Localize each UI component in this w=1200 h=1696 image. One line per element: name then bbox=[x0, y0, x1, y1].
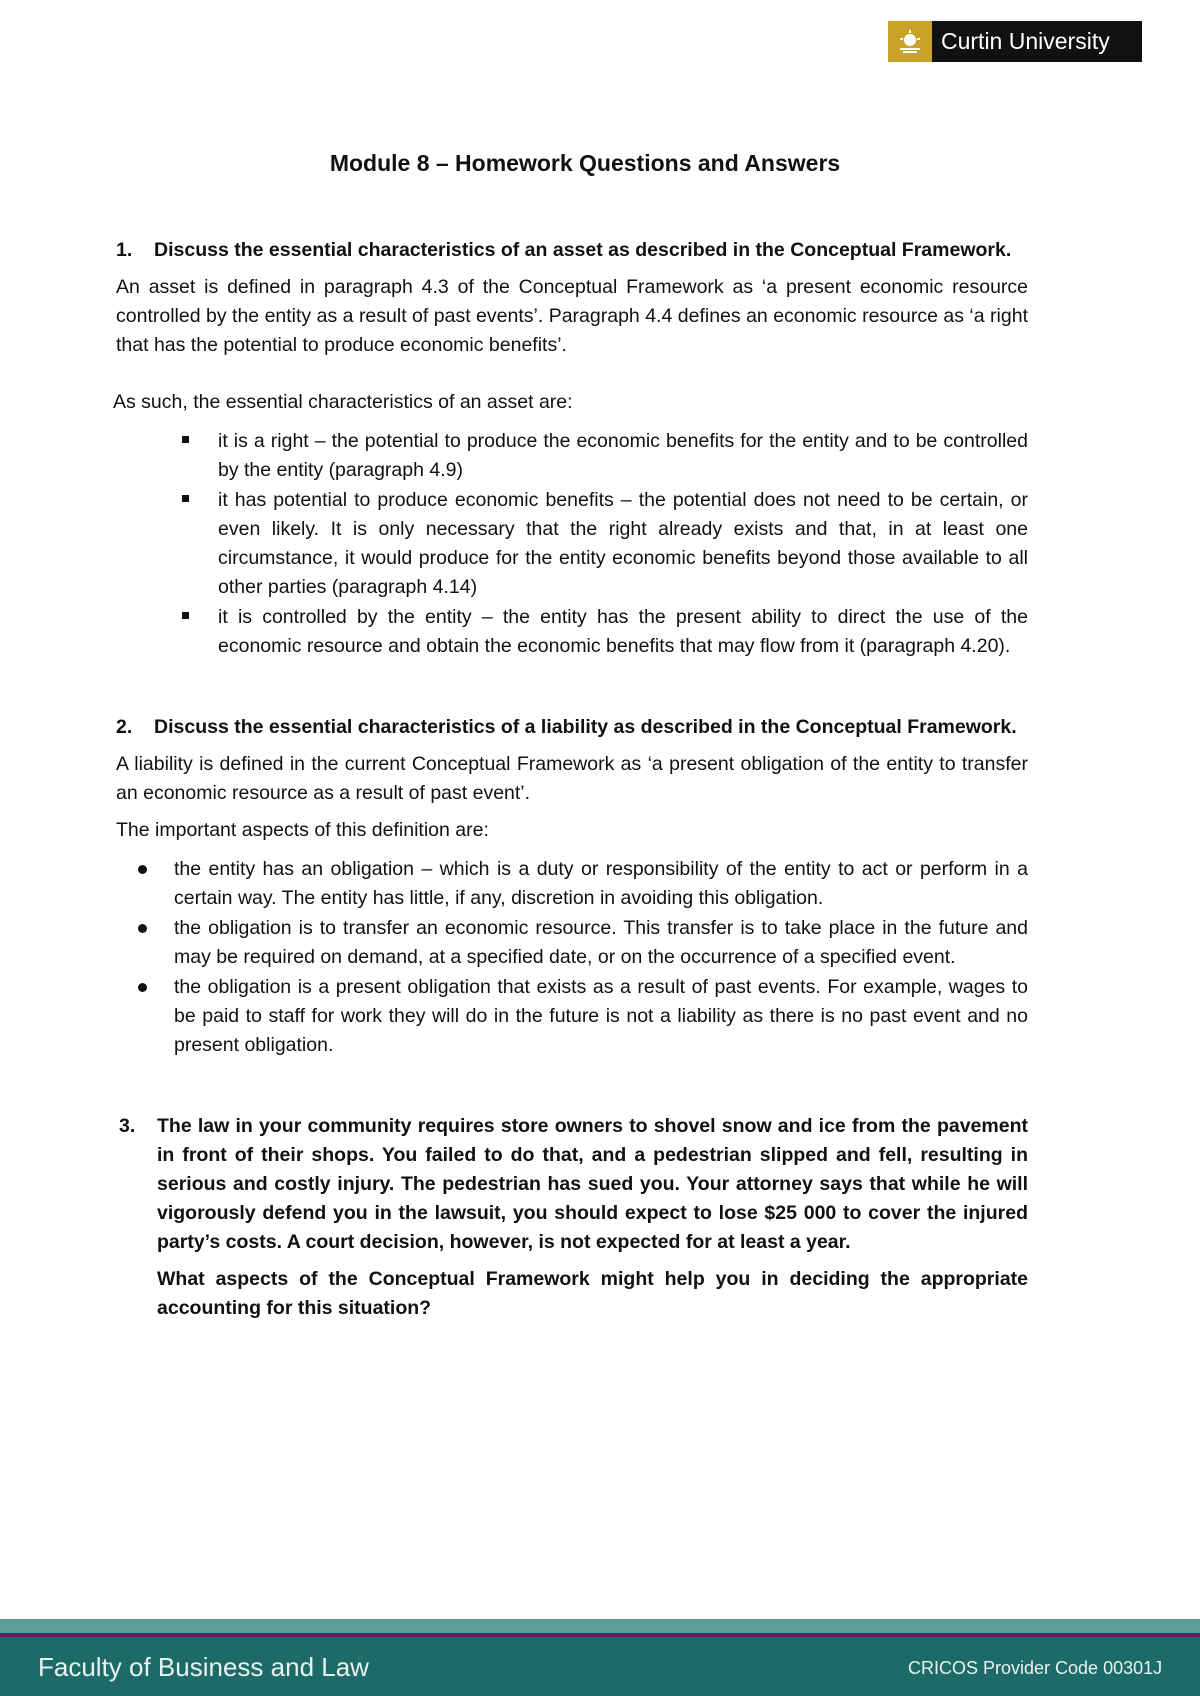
list-item: it has potential to produce economic benefits – the potential does not need to be certain, or even likely. It is only necessary that the right already exists and that, in at least one circumstance, it would produce for the entity economic benefits beyond those available to all other parties (paragraph 4.14) bbox=[116, 486, 1028, 602]
page-footer bbox=[0, 1619, 1200, 1696]
question-text: Discuss the essential characteristics of a liability as described in the Conceptual Framework. bbox=[154, 716, 1017, 738]
answer-paragraph: A liability is defined in the current Conceptual Framework as ‘a present obligation of the entity to transfer an economic resource as a result of past event’. bbox=[116, 753, 1028, 804]
question-2 bbox=[116, 713, 1028, 742]
list-item: the obligation is a present obligation that exists as a result of past events. For example, wages to be paid to staff for work they will do in the future is not a liability as there is no past event and no present obligation. bbox=[116, 973, 1028, 1060]
footer-band-top bbox=[0, 1619, 1200, 1633]
round-bullet-icon bbox=[138, 983, 147, 992]
list-item: it is controlled by the entity – the entity has the present ability to direct the use of the economic resource and obtain the economic benefits that may flow from it (paragraph 4.20). bbox=[116, 603, 1028, 661]
university-crest-icon bbox=[888, 21, 932, 62]
cricos-code: CRICOS Provider Code 00301J bbox=[908, 1658, 1163, 1678]
document-body bbox=[113, 236, 1028, 1323]
answer-intro: As such, the essential characteristics of an asset are: bbox=[113, 391, 573, 413]
list-item: the obligation is to transfer an economic resource. This transfer is to take place in the future and may be required on demand, at a specified date, or on the occurrence of a specified event. bbox=[116, 914, 1028, 972]
list-item: the entity has an obligation – which is a duty or responsibility of the entity to act or perform in a certain way. The entity has little, if any, discretion in avoiding this obligation. bbox=[116, 855, 1028, 913]
footer-accent-line bbox=[0, 1633, 1200, 1637]
page-title: Module 8 – Homework Questions and Answers bbox=[329, 150, 841, 176]
answer-intro: The important aspects of this definition are: bbox=[116, 819, 489, 841]
round-bullet-icon bbox=[138, 924, 147, 933]
faculty-name: Faculty of Business and Law bbox=[38, 1652, 369, 1682]
list-item: it is a right – the potential to produce the economic benefits for the entity and to be controlled by the entity (paragraph 4.9) bbox=[116, 427, 1028, 485]
logo-text: Curtin University bbox=[941, 28, 1110, 54]
curtin-logo bbox=[888, 21, 1142, 62]
liability-aspects-list bbox=[116, 855, 1028, 1060]
question-3-part-2 bbox=[119, 1265, 1028, 1323]
question-text: The law in your community requires store owners to shovel snow and ice from the pavement in front of their shops. You failed to do that, and a pedestrian slipped and fell, resulting in serious and costly injury. The pedestrian has sued you. Your attorney says that while he will vigorously defend you in the lawsuit, you should expect to lose $25 000 to cover the injured party’s costs. A court decision, however, is not expected for at least a year. bbox=[157, 1115, 1028, 1253]
round-bullet-icon bbox=[138, 865, 147, 874]
question-text: Discuss the essential characteristics of an asset as described in the Conceptual Framework. bbox=[154, 239, 1012, 261]
question-text: What aspects of the Conceptual Framework might help you in deciding the appropriate accounting for this situation? bbox=[157, 1268, 1028, 1319]
asset-characteristics-list bbox=[116, 427, 1028, 661]
question-number: 3. bbox=[119, 1115, 136, 1137]
square-bullet-icon bbox=[182, 612, 189, 619]
question-1 bbox=[116, 236, 1028, 265]
question-number: 1. bbox=[116, 239, 133, 261]
question-3 bbox=[119, 1112, 1028, 1257]
answer-paragraph: An asset is defined in paragraph 4.3 of the Conceptual Framework as ‘a present economic resource controlled by the entity as a result of past events’. Paragraph 4.4 defines an economic resource as ‘a right that has the potential to produce economic benefits’. bbox=[116, 276, 1028, 356]
square-bullet-icon bbox=[182, 436, 189, 443]
square-bullet-icon bbox=[182, 495, 189, 502]
question-number: 2. bbox=[116, 716, 133, 738]
